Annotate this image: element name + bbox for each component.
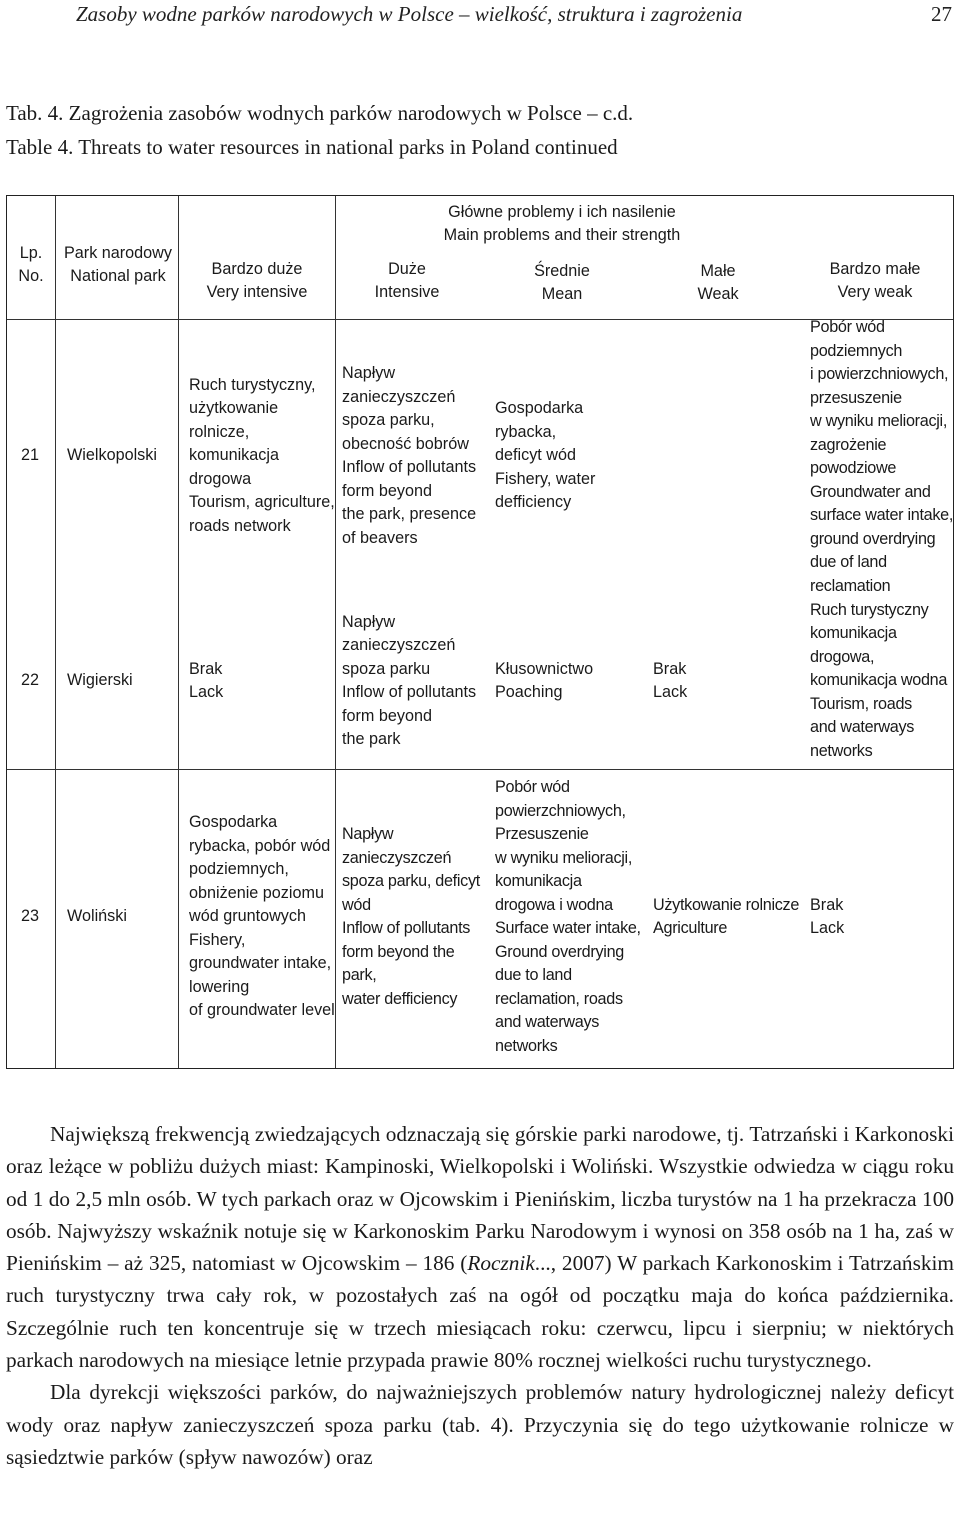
cell-weak bbox=[653, 322, 803, 590]
cell-weak: Brak Lack bbox=[653, 659, 688, 701]
page-number: 27 bbox=[931, 2, 952, 26]
header-park: Park narodowy National park bbox=[64, 243, 172, 285]
header-intensive: Duże Intensive bbox=[374, 259, 440, 301]
cell-mean: Kłusownictwo Poaching bbox=[495, 659, 594, 701]
table-caption-en: Table 4. Threats to water resources in national parks in Poland continued bbox=[6, 135, 618, 159]
header-weak: Małe Weak bbox=[697, 261, 739, 303]
table-rule bbox=[178, 196, 179, 1068]
running-title: Zasoby wodne parków narodowych w Polsce – wielkość, struktura i zagrożenia bbox=[76, 2, 743, 26]
citation: Rocznik bbox=[467, 1251, 535, 1276]
cell-very-intensive: Gospodarka rybacka, pobór wód podziemnych, obniżenie poziomu wód gruntowych Fishery, groundwater intake, lowering of groundwater level bbox=[189, 813, 335, 1020]
row-park: Wielkopolski bbox=[67, 446, 157, 465]
row-park: Woliński bbox=[67, 907, 127, 926]
row-park: Wigierski bbox=[67, 671, 133, 690]
header-no: Lp. No. bbox=[18, 243, 44, 285]
cell-very-weak: Pobór wód podziemnych i powierzchniowych, przesuszenie w wyniku melioracji, zagrożenie powodziowe Groundwater and surface water intake, ground overdrying due of land reclamation bbox=[810, 318, 954, 595]
table-rule bbox=[7, 769, 953, 770]
cell-mean: Gospodarka rybacka, deficyt wód Fishery, water defficiency bbox=[495, 399, 596, 512]
cell-mean: Pobór wód powierzchniowych, Przesuszenie w wyniku melioracji, komunikacja drogowa i wodna Surface water intake, Ground overdrying due to land reclamation, roads and waterways networks bbox=[495, 778, 641, 1055]
cell-intensive: Napływ zanieczyszczeń spoza parku, deficyt wód Inflow of pollutants form beyond the park, water defficiency bbox=[342, 825, 480, 1008]
header-main-problems: Główne problemy i ich nasilenie Main problems and their strength bbox=[443, 202, 681, 244]
paragraph: Dla dyrekcji większości parków, do najważniejszych problemów natury hydrologicznej należy deficyt wody oraz napływ zanieczyszczeń spoza parku (tab. 4). Przyczynia się do tego użytkowanie rolnicze w sąsiedztwie parków (spływ nawozów) oraz bbox=[6, 1380, 954, 1469]
table-rule bbox=[335, 196, 336, 1068]
cell-very-intensive: Ruch turystyczny, użytkowanie rolnicze, komunikacja drogowa Tourism, agriculture, roads network bbox=[189, 375, 335, 535]
cell-intensive: Napływ zanieczyszczeń spoza parku Inflow of pollutants form beyond the park bbox=[342, 612, 477, 748]
paragraph: Największą frekwencją zwiedzających odznaczają się górskie parki narodowe, tj. Tatrzański i Karkonoski oraz leżące w pobliżu dużych miast: Kampinoski, Wielkopolski i Woliński. Wszystkie odwiedza w ciągu roku od 1 do 2,5 mln osób. W tych parkach oraz w Ojcowskim i Pienińskim, liczba turystów na 1 ha przekracza 100 osób. Najwyższy wskaźnik notuje się w Karkonoskim Parku Narodowym i wynosi on 358 osób na 1 ha, zaś w Pienińskim – aż 325, natomiast w Ojcowskim – 186 (Rocznik..., 2007) W parkach Karkonoskim i Tatrzańskim ruch turystyczny trwa cały rok, w pozostałych zaś na ogół od początku maja do końca października. Szczególnie ruch ten koncentruje się w trzech miesiącach roku: czerwcu, lipcu i sierpniu; w niektórych parkach narodowych na miesiące letnie przypada prawie 80% rocznej wielkości ruchu turystycznego. bbox=[6, 1122, 954, 1373]
row-no: 23 bbox=[21, 907, 40, 926]
threats-table bbox=[6, 195, 954, 1069]
row-no: 21 bbox=[21, 446, 40, 465]
body-text bbox=[6, 1118, 954, 1473]
row-no: 22 bbox=[21, 671, 40, 690]
table-caption-pl: Tab. 4. Zagrożenia zasobów wodnych parków narodowych w Polsce – c.d. bbox=[6, 101, 634, 125]
cell-very-intensive: Brak Lack bbox=[189, 659, 224, 701]
header-very-weak: Bardzo małe Very weak bbox=[829, 259, 921, 301]
cell-very-weak: Ruch turystyczny komunikacja drogowa, komunikacja wodna Tourism, roads and waterways networks bbox=[810, 600, 948, 760]
cell-weak: Użytkowanie rolnicze Agriculture bbox=[653, 895, 800, 937]
running-head bbox=[76, 2, 956, 26]
table-rule bbox=[55, 196, 56, 1068]
header-very-intensive: Bardzo duże Very intensive bbox=[206, 259, 308, 301]
cell-intensive: Napływ zanieczyszczeń spoza parku, obecność bobrów Inflow of pollutants form beyond the park, presence of beavers bbox=[342, 364, 477, 547]
cell-very-weak: Brak Lack bbox=[810, 895, 845, 937]
header-mean: Średnie Mean bbox=[534, 261, 590, 303]
table-caption bbox=[6, 96, 633, 164]
